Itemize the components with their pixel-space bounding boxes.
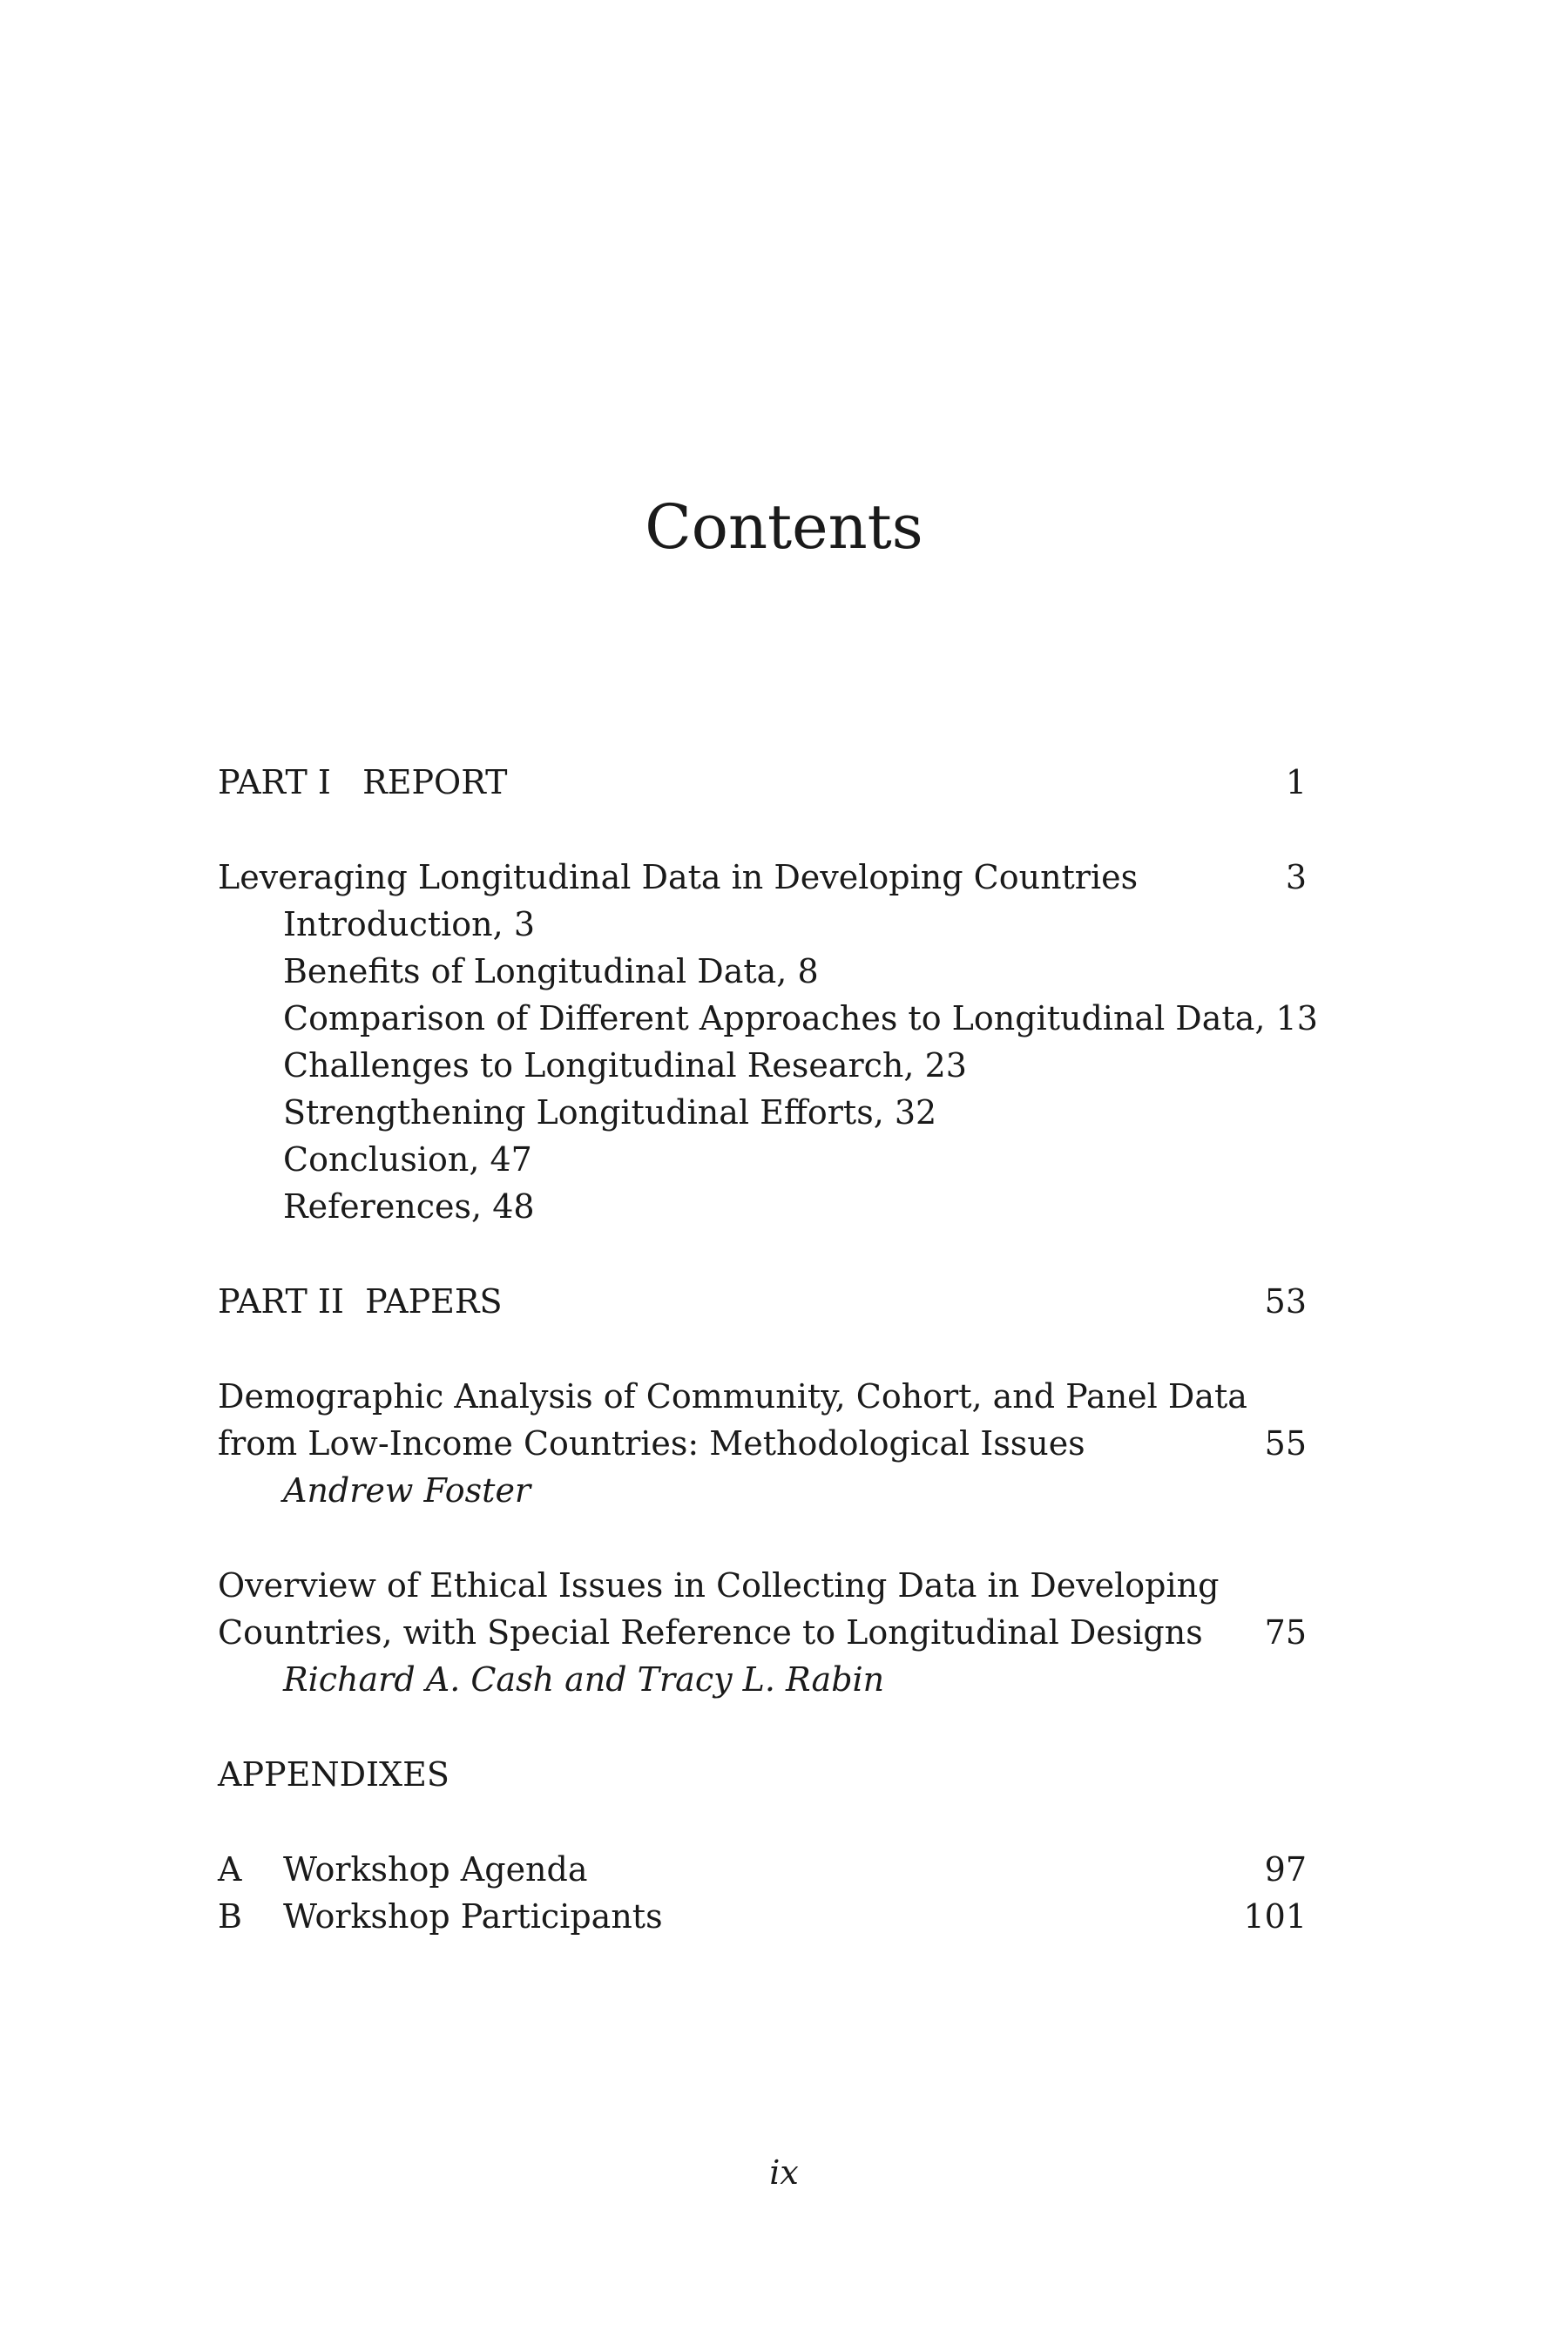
page-number: 101 [1243,1897,1307,1936]
appendix-letter: B [218,1897,242,1936]
toc-subentry: Conclusion, 47 [283,1140,532,1179]
toc-subentry: Comparison of Different Approaches to Longitudinal Data, 13 [283,999,1318,1037]
toc-entry-paper-2-line-1: Overview of Ethical Issues in Collecting Data in Developing [218,1566,1220,1605]
page-number: 97 [1264,1850,1307,1889]
part-label: PART I REPORT [218,763,508,801]
page-number: 53 [1264,1282,1307,1321]
page-number: 75 [1264,1613,1307,1652]
page-number: 3 [1285,858,1307,896]
part-heading-report [218,759,1307,806]
toc-subentry: Strengthening Longitudinal Efforts, 32 [283,1093,937,1132]
entry-title: Workshop Agenda [283,1850,588,1889]
appendix-letter: A [218,1850,242,1889]
toc-subentry: Introduction, 3 [283,905,535,943]
entry-title: Leveraging Longitudinal Data in Developing Countries [218,858,1139,896]
entry-title: Workshop Participants [283,1897,663,1936]
appendixes-heading: APPENDIXES [218,1755,449,1794]
toc-subentry: Benefits of Longitudinal Data, 8 [283,952,819,990]
toc-entry-chapter-1 [218,854,1307,901]
toc-entry-paper-1-line-2: from Low-Income Countries: Methodological Issues 55 [218,1420,1307,1467]
page-title: Contents [645,491,923,563]
part-heading-papers [218,1278,1307,1325]
toc-subentry: Challenges to Longitudinal Research, 23 [283,1046,967,1085]
toc-entry-author: Richard A. Cash and Tracy L. Rabin [283,1660,885,1699]
toc-entry-appendix-a [218,1846,1307,1893]
toc-entry-paper-1-line-1: Demographic Analysis of Community, Cohort, and Panel Data [218,1377,1247,1416]
page-number: 55 [1264,1424,1307,1463]
toc-subentry: References, 48 [283,1187,535,1226]
toc-entry-appendix-b [218,1893,1307,1940]
toc-entry-author: Andrew Foster [283,1471,531,1510]
page-folio: ix [769,2153,799,2192]
page-number: 1 [1285,763,1307,801]
part-label: PART II PAPERS [218,1282,503,1321]
toc-entry-paper-2-line-2: Countries, with Special Reference to Longitudinal Designs 75 [218,1609,1307,1656]
